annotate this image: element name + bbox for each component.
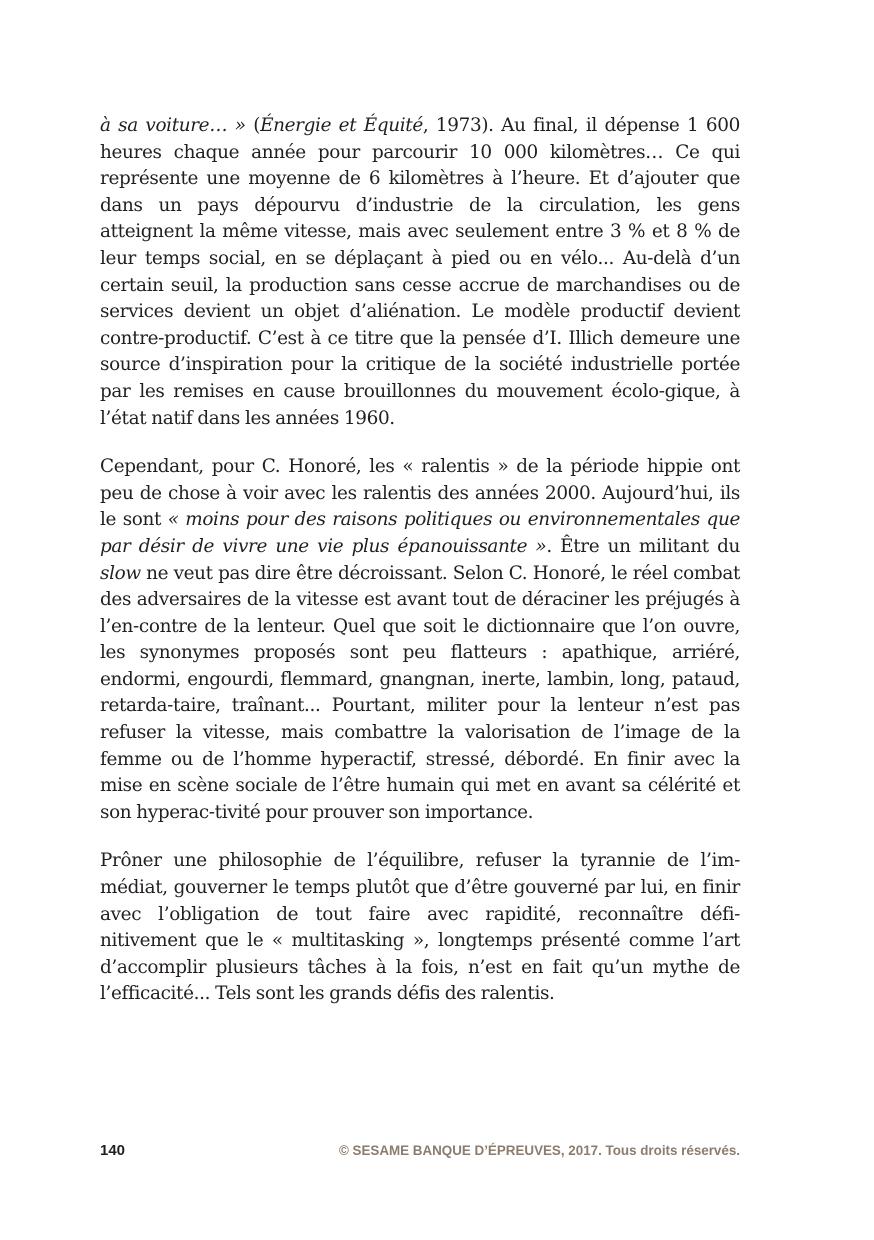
paragraph-1	[100, 113, 740, 432]
text-span: à sa voiture… »	[100, 115, 246, 136]
page-number: 140	[100, 1142, 126, 1159]
paragraph-3	[100, 848, 740, 1008]
text-span: Prôner une philosophie de l’équilibre, refuser la tyrannie de l’im-médiat, gouverner le temps plutôt que d’être gouverné par lui, en finir avec l’obligation de tout faire avec rapidité, reconnaître défi-nitivement que le « multitasking », longtemps présenté comme l’art d’accomplir plusieurs tâches à la fois, n’est en fait qu’un mythe de l’efficacité... Tels sont les grands défis des ralentis.	[100, 850, 740, 1005]
text-span: . Être un militant du	[546, 535, 740, 557]
text-span: ne veut pas dire être décroissant. Selon C. Honoré, le réel combat des adversaires de la vitesse est avant tout de déraciner les préjugés à l’en-contre de la lenteur. Quel que soit le dictionnaire que l’on ouvre, les synonymes proposés sont peu flatteurs : apathique, arriéré, endormi, engourdi, flemmard, gnangnan, inerte, lambin, long, pataud, retarda-taire, traînant... Pourtant, militer pour la lenteur n’est pas refuser la vitesse, mais combattre la valorisation de l’image de la femme ou de l’homme hyperactif, stressé, débordé. En finir avec la mise en scène sociale de l’être humain qui met en avant sa célérité et son hyperac-tivité pour prouver son importance.	[100, 562, 740, 823]
slow-term: slow	[100, 562, 141, 584]
body-text	[100, 113, 740, 1008]
book-title: Énergie et Équité	[260, 115, 423, 136]
text-span: Cependant, pour C. Honoré, les « ralentis » de la période hippie ont peu de chose à voir avec les ralentis des années 2000. Aujourd’hui, ils le sont	[100, 456, 740, 531]
text-span: , 1973). Au final, il dépense 1 600 heures chaque année pour parcourir 10 000 kilomètres… Ce qui représente une moyenne de 6 kilomètres à l’heure. Et d’ajouter que dans un pays dépourvu d’industrie de la circulation, les gens atteignent la même vitesse, mais avec seulement entre 3 % et 8 % de leur temps social, en se déplaçant à pied ou en vélo... Au-delà d’un certain seuil, la production sans cesse accrue de marchandises ou de services devient un objet d’aliénation. Le modèle productif devient contre-productif. C’est à ce titre que la pensée d’I. Illich demeure une source d’inspiration pour la critique de la société industrielle portée par les remises en cause brouillonnes du mouvement écolo-gique, à l’état natif dans les années 1960.	[100, 115, 740, 429]
text-span: (	[245, 115, 261, 136]
quotation: « moins pour des raisons politiques ou environnementales que par désir de vivre une vie plus épanouissante »	[100, 509, 740, 557]
copyright-notice: © SESAME BANQUE D’ÉPREUVES, 2017. Tous droits réservés.	[338, 1143, 740, 1158]
paragraph-2	[100, 454, 740, 826]
